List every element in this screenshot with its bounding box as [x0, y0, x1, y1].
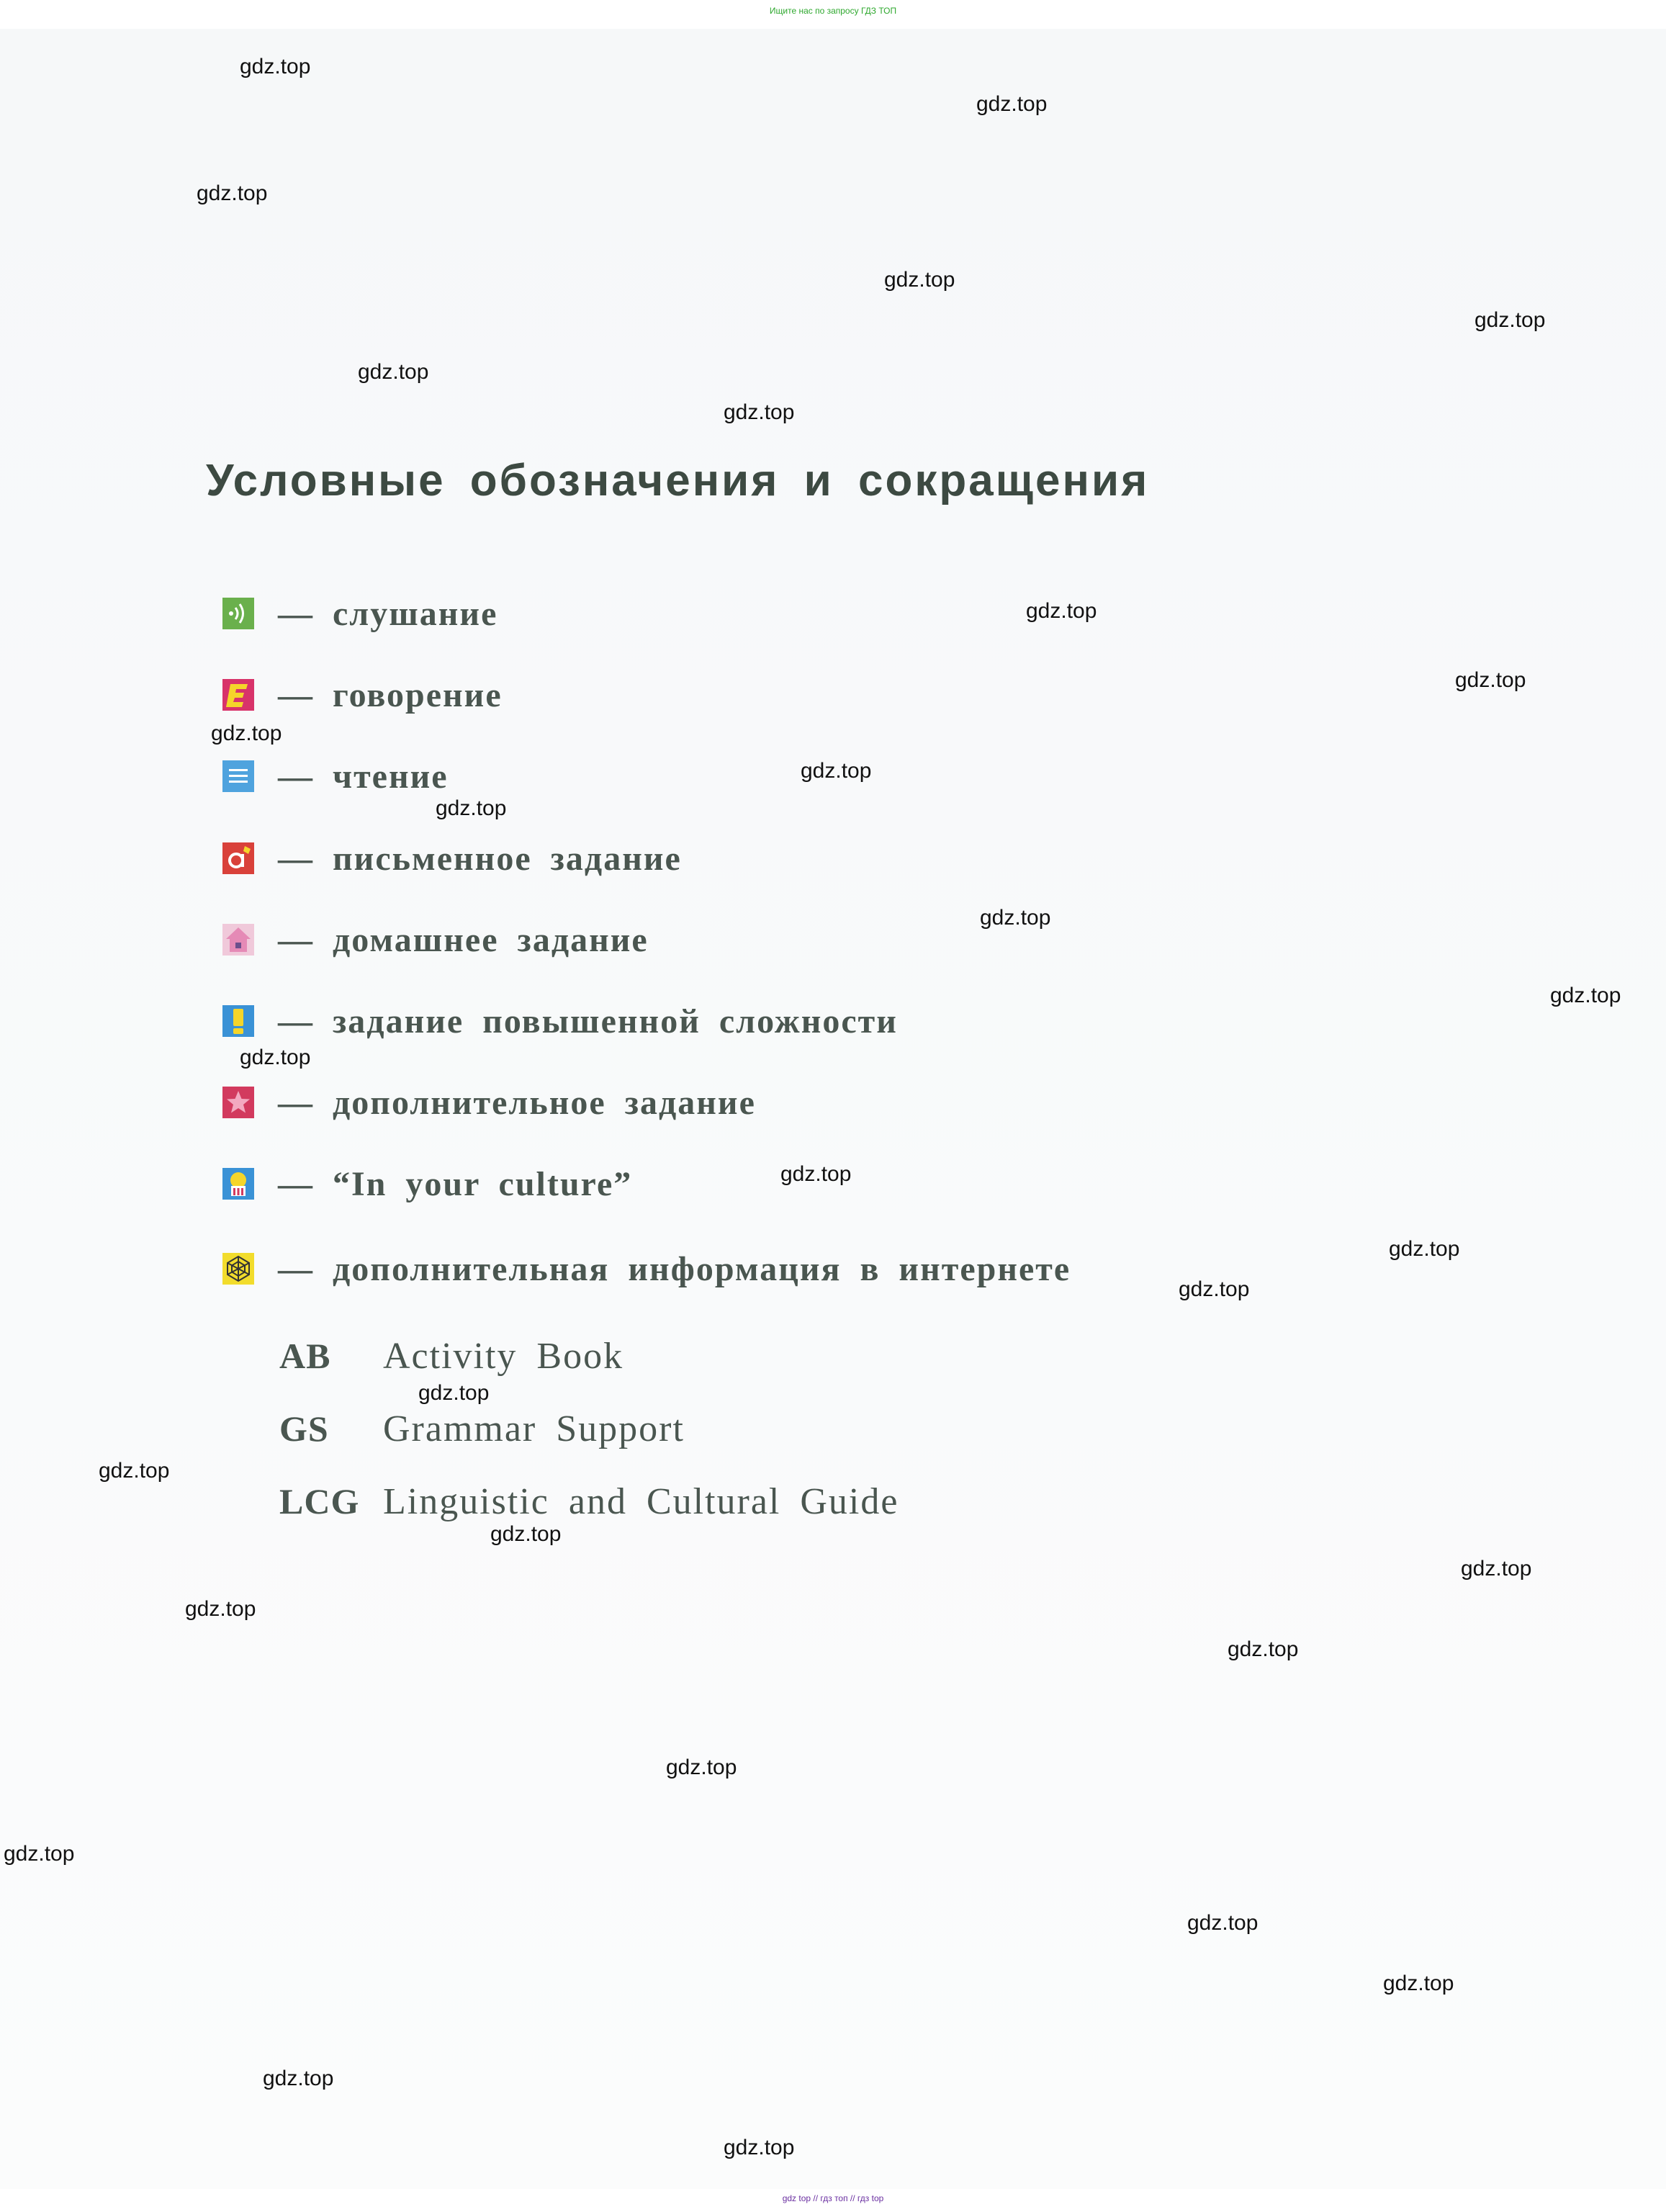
listening-icon: [222, 597, 255, 630]
legend-label: — дополнительное задание: [278, 1083, 756, 1122]
watermark: gdz.top: [884, 268, 955, 292]
legend-row-culture: [222, 1162, 632, 1205]
legend-label: — слушание: [278, 594, 498, 633]
legend-label: — домашнее задание: [278, 920, 649, 959]
abbreviation-code: LCG: [279, 1481, 360, 1521]
abbreviation-name: Activity Book: [383, 1335, 624, 1377]
abbreviation-name: Linguistic and Cultural Guide: [383, 1480, 899, 1522]
watermark: gdz.top: [240, 55, 311, 78]
watermark: gdz.top: [99, 1459, 170, 1483]
watermark: gdz.top: [801, 759, 872, 783]
abbreviation-name: Grammar Support: [383, 1408, 685, 1449]
legend-row-difficult: [222, 999, 898, 1043]
speaking-icon: [222, 678, 255, 711]
watermark: gdz.top: [724, 400, 795, 424]
legend-row-homework: [222, 918, 649, 961]
legend-label: — задание повышенной сложности: [278, 1002, 898, 1040]
legend-label: — дополнительная информация в интернете: [278, 1249, 1071, 1288]
watermark: gdz.top: [1455, 668, 1526, 692]
legend-row-speaking: [222, 673, 503, 716]
watermark: gdz.top: [240, 1046, 311, 1069]
watermark: gdz.top: [263, 2067, 334, 2090]
watermark: gdz.top: [1228, 1637, 1299, 1661]
watermark: gdz.top: [1461, 1557, 1532, 1581]
show-through-text: [43, 230, 79, 395]
writing-icon: [222, 842, 255, 875]
abbreviation-code: AB: [279, 1336, 331, 1376]
homework-icon: [222, 923, 255, 956]
legend-label: — говорение: [278, 675, 503, 714]
abbreviation-row-lcg: [279, 1476, 899, 1527]
legend-row-internet: [222, 1247, 1071, 1290]
watermark: gdz.top: [1026, 599, 1097, 623]
legend-label: — чтение: [278, 757, 449, 796]
watermark: gdz.top: [724, 2136, 795, 2159]
legend-label: — “In your culture”: [278, 1164, 633, 1203]
watermark: gdz.top: [4, 1842, 75, 1866]
watermark: gdz.top: [666, 1755, 737, 1779]
culture-icon: [222, 1167, 255, 1200]
watermark: gdz.top: [185, 1597, 256, 1621]
watermark: gdz.top: [211, 721, 282, 745]
legend-row-listening: [222, 592, 497, 635]
abbreviation-row-gs: [279, 1403, 685, 1454]
web-icon: [222, 1252, 255, 1285]
watermark: gdz.top: [197, 181, 268, 205]
watermark: gdz.top: [780, 1162, 852, 1186]
watermark: gdz.top: [436, 796, 507, 820]
reading-icon: [222, 760, 255, 793]
watermark: gdz.top: [976, 92, 1048, 116]
watermark: gdz.top: [980, 906, 1051, 930]
watermark: gdz.top: [490, 1522, 562, 1546]
exclamation-icon: [222, 1004, 255, 1038]
watermark: gdz.top: [1383, 1972, 1454, 1995]
watermark: gdz.top: [358, 360, 429, 384]
abbreviation-row-ab: [279, 1331, 623, 1381]
search-note: Ищите нас по запросу ГДЗ ТОП: [769, 6, 897, 16]
legend-label: — письменное задание: [278, 839, 682, 878]
watermark: gdz.top: [418, 1381, 490, 1405]
watermark: gdz.top: [1474, 308, 1546, 332]
footer-links-note: gdz top // гдз топ // гдз top: [782, 2193, 884, 2203]
watermark: gdz.top: [1187, 1911, 1258, 1935]
star-icon: [222, 1086, 255, 1119]
watermark: gdz.top: [1389, 1237, 1460, 1261]
legend-row-extra: [222, 1081, 756, 1124]
legend-row-reading: [222, 755, 449, 798]
page-title: Условные обозначения и сокращения: [206, 456, 1150, 505]
watermark: gdz.top: [1179, 1277, 1250, 1301]
watermark: gdz.top: [1550, 984, 1621, 1007]
abbreviation-code: GS: [279, 1408, 329, 1449]
legend-row-writing: [222, 837, 682, 880]
